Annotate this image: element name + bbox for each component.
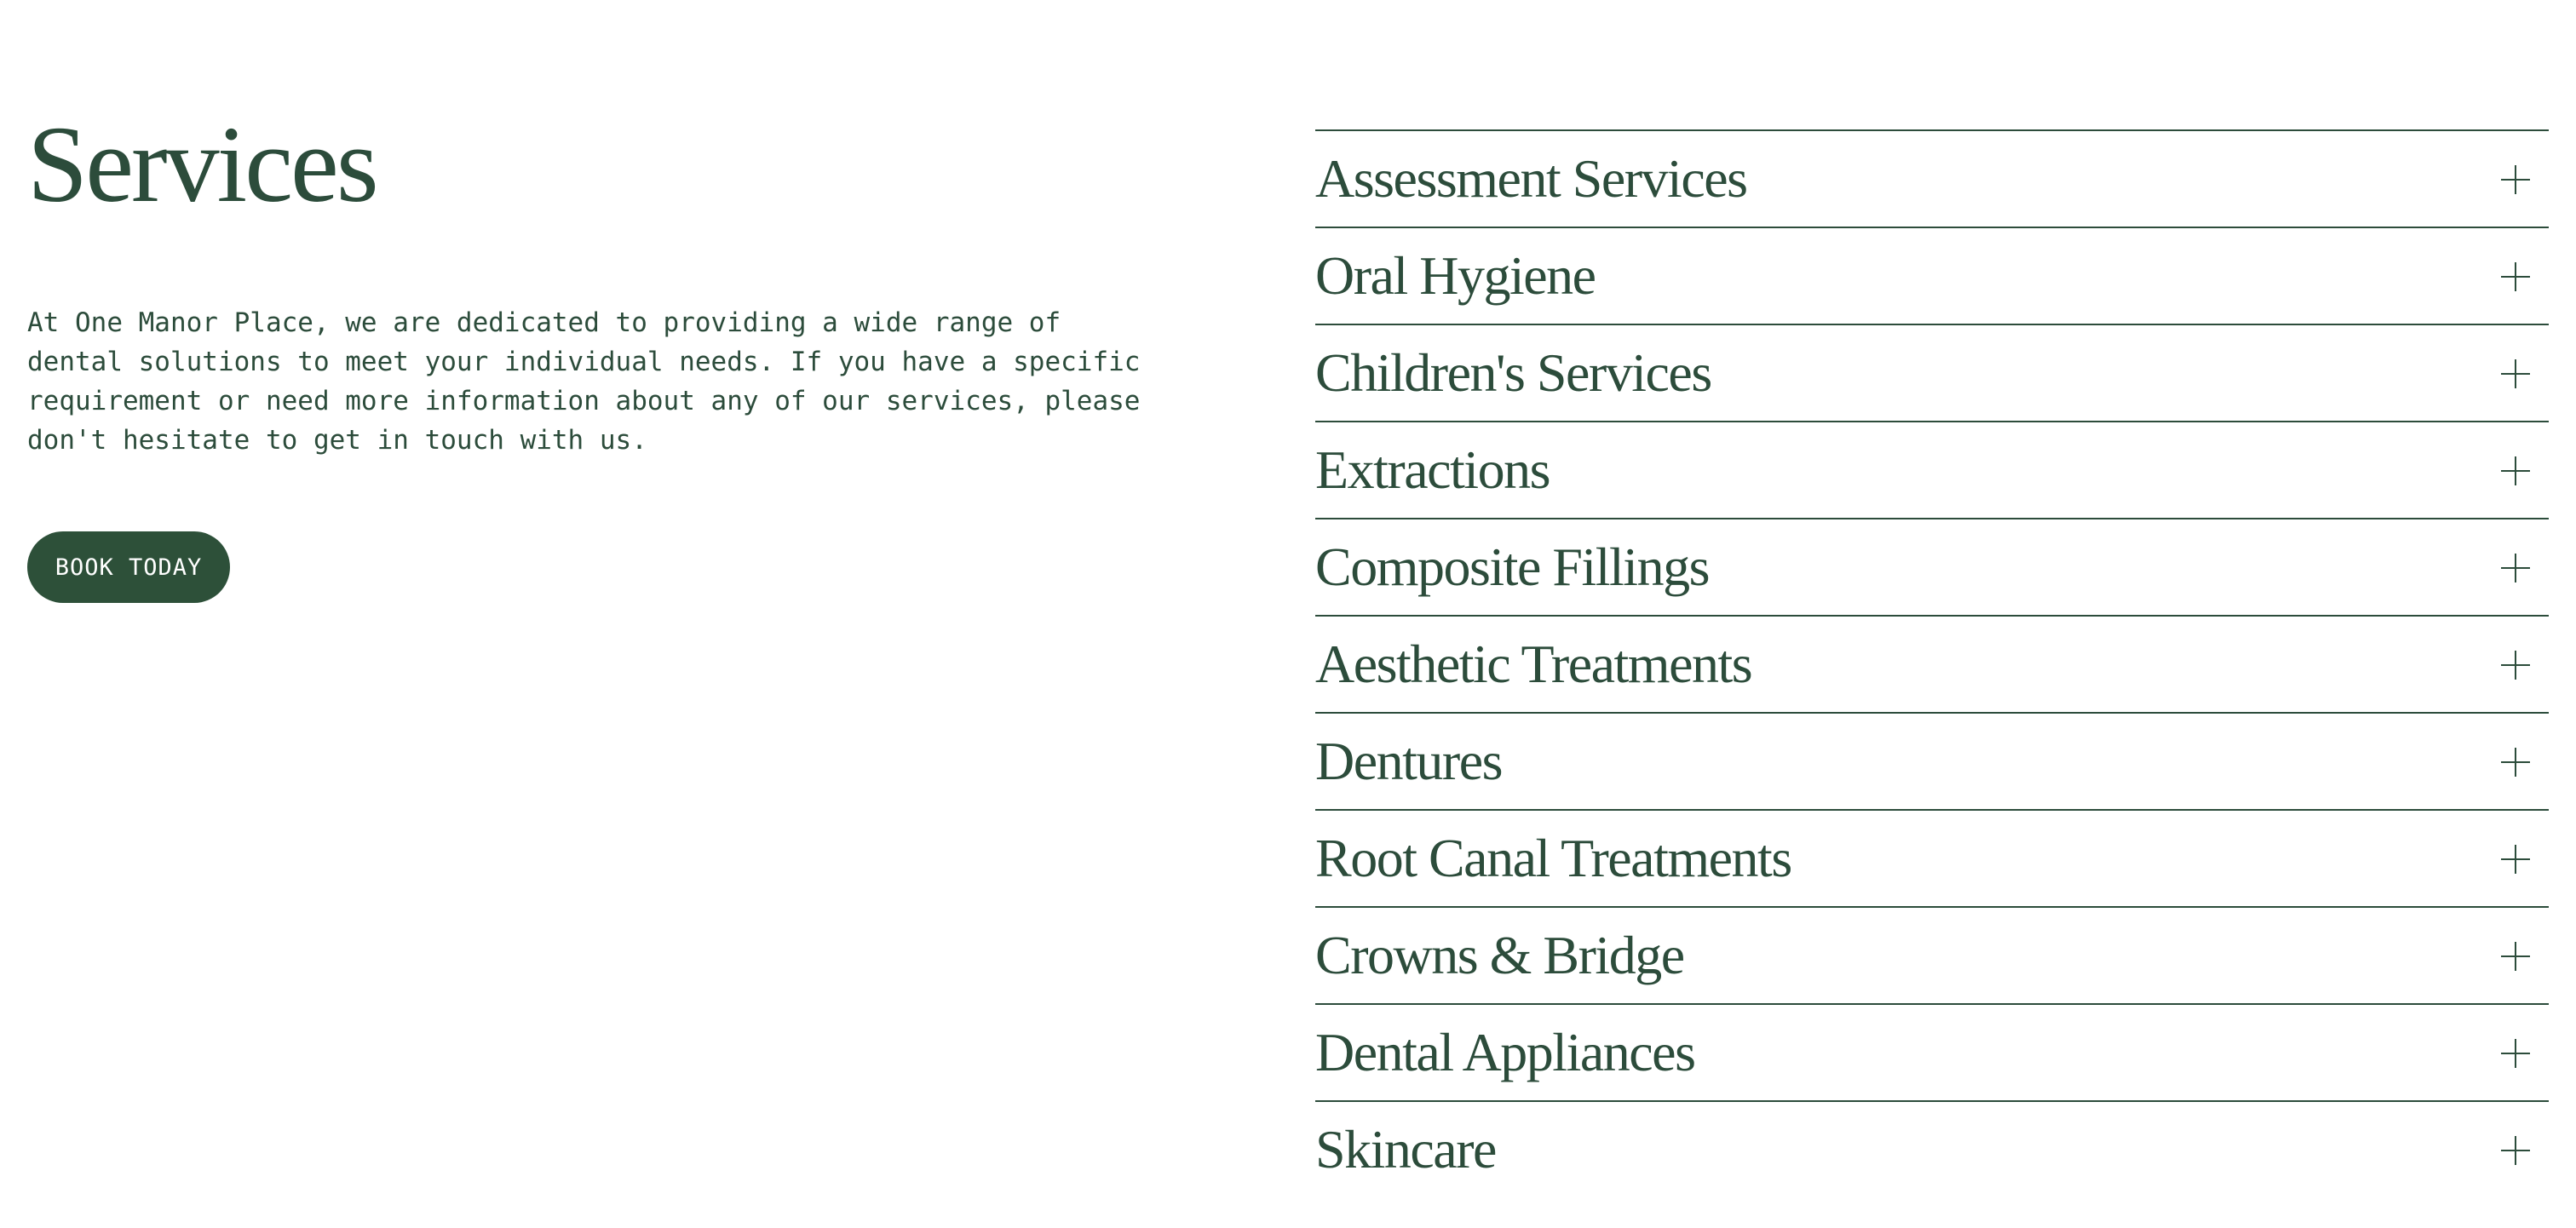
accordion-item-aesthetic-treatments[interactable] (1315, 615, 2549, 712)
plus-icon[interactable] (2501, 942, 2530, 971)
plus-icon[interactable] (2501, 262, 2530, 291)
services-accordion (1315, 129, 2549, 1197)
accordion-item-label: Dentures (1315, 731, 1503, 791)
accordion-item-label: Crowns & Bridge (1315, 925, 1684, 985)
accordion-item-label: Dental Appliances (1315, 1022, 1695, 1082)
plus-icon[interactable] (2501, 1039, 2530, 1068)
accordion-item-assessment-services[interactable] (1315, 129, 2549, 227)
plus-icon[interactable] (2501, 165, 2530, 194)
accordion-item-label: Composite Fillings (1315, 537, 1709, 597)
plus-icon[interactable] (2501, 456, 2530, 485)
accordion-item-crowns-bridge[interactable] (1315, 906, 2549, 1003)
accordion-item-label: Assessment Services (1315, 148, 1747, 209)
accordion-item-label: Aesthetic Treatments (1315, 634, 1752, 694)
plus-icon[interactable] (2501, 1136, 2530, 1165)
plus-icon[interactable] (2501, 845, 2530, 874)
page-title: Services (27, 104, 377, 225)
accordion-item-label: Extractions (1315, 439, 1550, 500)
accordion-item-label: Root Canal Treatments (1315, 828, 1791, 888)
accordion-item-label: Oral Hygiene (1315, 245, 1596, 306)
plus-icon[interactable] (2501, 651, 2530, 680)
accordion-item-oral-hygiene[interactable] (1315, 227, 2549, 324)
accordion-item-extractions[interactable] (1315, 421, 2549, 518)
accordion-item-label: Skincare (1315, 1119, 1496, 1179)
accordion-item-composite-fillings[interactable] (1315, 518, 2549, 615)
intro-paragraph: At One Manor Place, we are dedicated to providing a wide range of dental solutions to meet your individual needs. If you have a specific requirement or need more information about any of our services, please don't hesitate to get in touch with us. (27, 307, 1141, 456)
book-today-button[interactable]: BOOK TODAY (27, 531, 230, 603)
plus-icon[interactable] (2501, 748, 2530, 777)
accordion-item-root-canal-treatments[interactable] (1315, 809, 2549, 906)
accordion-item-label: Children's Services (1315, 342, 1711, 403)
accordion-item-dentures[interactable] (1315, 712, 2549, 809)
accordion-item-skincare[interactable] (1315, 1100, 2549, 1197)
accordion-item-dental-appliances[interactable] (1315, 1003, 2549, 1100)
plus-icon[interactable] (2501, 359, 2530, 388)
accordion-item-childrens-services[interactable] (1315, 324, 2549, 421)
plus-icon[interactable] (2501, 554, 2530, 582)
